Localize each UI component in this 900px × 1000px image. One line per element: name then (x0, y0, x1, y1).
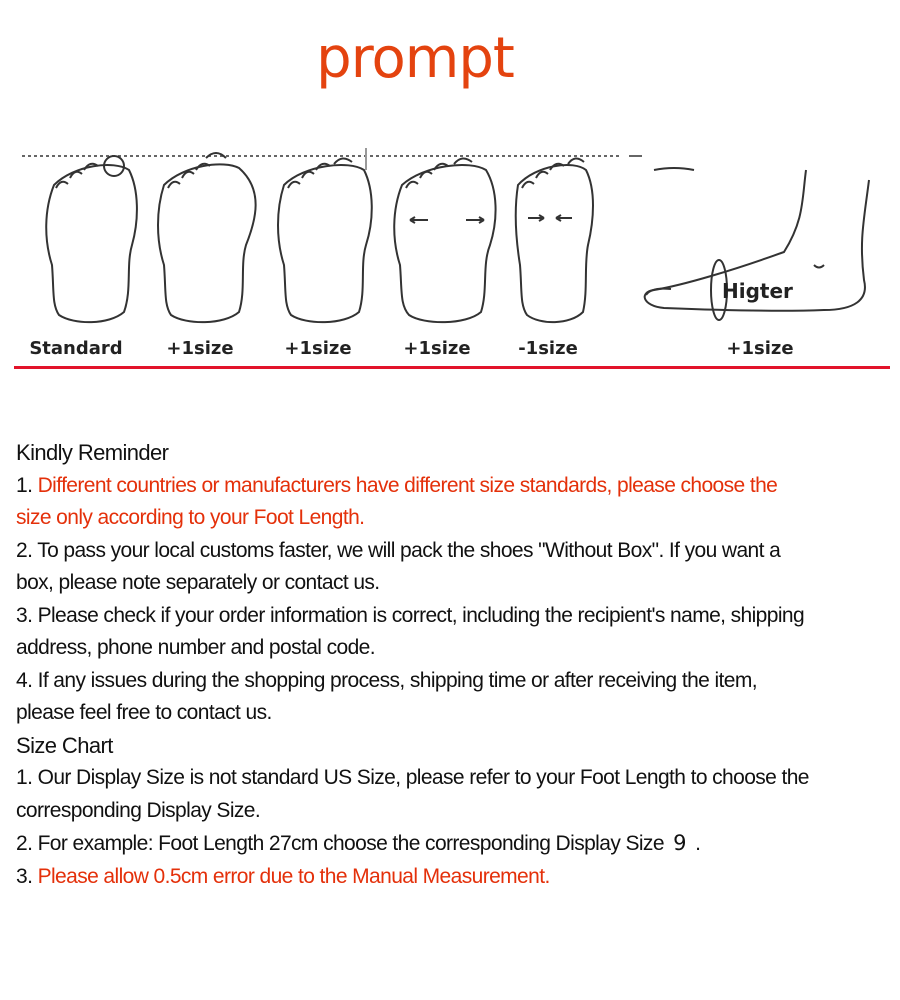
item-end: . (695, 832, 701, 855)
foot-shape-diagram (14, 140, 890, 375)
item-text: If any issues during the shopping process, shipping time or after receiving the item, (37, 668, 757, 692)
size-chart-heading: Size Chart (16, 732, 113, 758)
item-number: 1. (16, 473, 33, 497)
foot-label-2: +1size (166, 338, 234, 359)
red-divider (14, 366, 890, 369)
reminder-text (16, 437, 896, 893)
item-text: Please check if your order information is correct, including the recipient's name, shipping (37, 603, 805, 627)
item-text-continued: address, phone number and postal code. (16, 636, 375, 659)
foot-label-3: +1size (284, 338, 352, 359)
kindly-heading: Kindly Reminder (16, 440, 169, 465)
item-text-continued: corresponding Display Size. (16, 798, 261, 822)
item-number: 1. (16, 766, 33, 789)
higter-label: Higter (722, 279, 793, 303)
item-text-continued: please feel free to contact us. (16, 701, 272, 724)
size-item-1 (16, 762, 896, 795)
item-text: To pass your local customs faster, we will pack the shoes "Without Box". If you want a (37, 538, 781, 562)
foot-label-5: -1size (518, 338, 578, 359)
item-text-continued: box, please note separately or contact us. (16, 571, 380, 594)
kindly-item-2 (16, 535, 896, 568)
item-text-continued: size only according to your Foot Length. (16, 506, 365, 529)
item-text: Our Display Size is not standard US Size, please refer to your Foot Length to choose the (37, 766, 809, 789)
size-item-2 (16, 827, 896, 861)
item-number: 3. (16, 603, 33, 627)
display-size-value: 9 (673, 831, 686, 855)
size-item-3 (16, 861, 896, 894)
kindly-item-1 (16, 470, 896, 503)
foot-label-standard: Standard (29, 338, 123, 359)
item-number: 2. (16, 538, 33, 562)
item-text: For example: Foot Length 27cm choose the corresponding Display Size (37, 832, 664, 855)
foot-label-4: +1size (403, 338, 471, 359)
item-text: Different countries or manufacturers have different size standards, please choose the (37, 473, 778, 497)
item-number: 2. (16, 832, 33, 855)
item-number: 4. (16, 668, 33, 692)
foot-label-6: +1size (726, 338, 794, 359)
item-number: 3. (16, 864, 33, 888)
page-title: prompt (316, 26, 514, 91)
item-text: Please allow 0.5cm error due to the Manual Measurement. (37, 864, 550, 888)
kindly-item-3 (16, 600, 896, 633)
foot-standard (46, 156, 137, 322)
kindly-item-4 (16, 665, 896, 698)
